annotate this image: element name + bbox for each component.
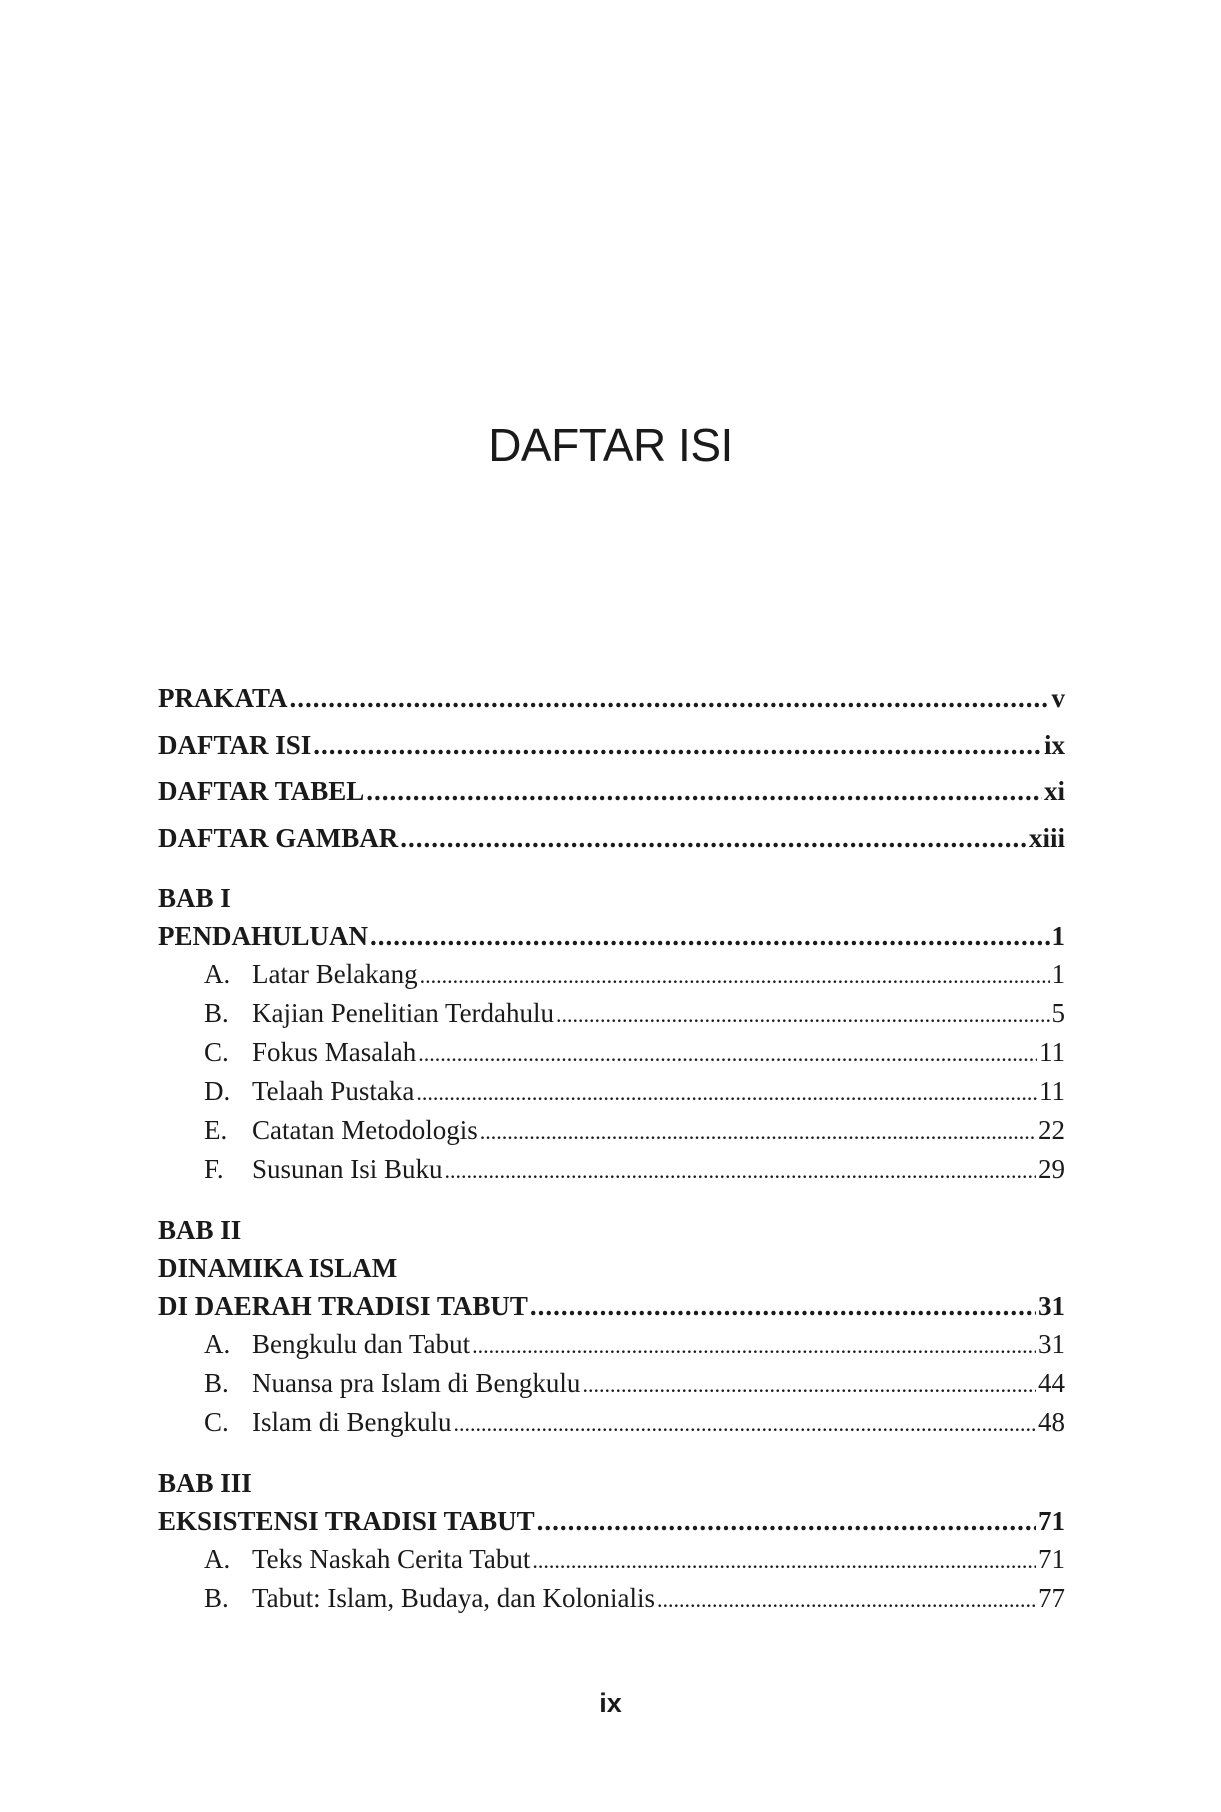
toc-subentry bbox=[158, 1072, 1065, 1111]
toc-subentry bbox=[158, 1364, 1065, 1403]
toc-subentry bbox=[158, 1403, 1065, 1442]
leader-dots bbox=[445, 1151, 1036, 1190]
subentry-label: Islam di Bengkulu bbox=[252, 1407, 452, 1437]
subentry-page: 1 bbox=[1051, 959, 1065, 989]
leader-dots bbox=[418, 1034, 1037, 1073]
leader-dots bbox=[453, 1404, 1036, 1443]
chapter-title: DI DAERAH TRADISI TABUT bbox=[158, 1291, 528, 1321]
leader-dots bbox=[400, 815, 1027, 862]
toc-entry-daftar-tabel bbox=[158, 768, 1065, 815]
chapter-number-bab-1: BAB I bbox=[158, 883, 231, 913]
subentry-letter: B. bbox=[204, 1368, 229, 1398]
leader-dots bbox=[366, 768, 1042, 815]
chapter-number-bab-3: BAB III bbox=[158, 1468, 252, 1498]
chapter-title: PENDAHULUAN bbox=[158, 921, 369, 951]
leader-dots bbox=[370, 917, 1049, 955]
toc-entry-daftar-gambar bbox=[158, 815, 1065, 862]
chapter-title-pendahuluan bbox=[158, 917, 1065, 955]
subentry-label: Latar Belakang bbox=[252, 959, 418, 989]
subentry-page: 71 bbox=[1038, 1544, 1065, 1574]
subentry-letter: E. bbox=[204, 1115, 228, 1145]
subentry-label: Teks Naskah Cerita Tabut bbox=[252, 1544, 531, 1574]
leader-dots bbox=[480, 1112, 1036, 1151]
subentry-letter: A. bbox=[204, 1544, 231, 1574]
leader-dots bbox=[290, 675, 1050, 722]
leader-dots bbox=[556, 995, 1049, 1034]
toc-subentry bbox=[158, 1150, 1065, 1189]
chapter-number-bab-2: BAB II bbox=[158, 1215, 242, 1245]
chapter-page: 71 bbox=[1038, 1506, 1065, 1536]
toc-subentry bbox=[158, 1033, 1065, 1072]
chapter-page: 1 bbox=[1051, 921, 1065, 951]
table-of-contents bbox=[158, 675, 1065, 1618]
leader-dots bbox=[530, 1287, 1036, 1325]
leader-dots bbox=[472, 1326, 1036, 1365]
leader-dots bbox=[416, 1073, 1037, 1112]
subentry-letter: F. bbox=[204, 1154, 224, 1184]
toc-subentry bbox=[158, 1540, 1065, 1579]
subentry-label: Tabut: Islam, Budaya, dan Kolonialis bbox=[252, 1583, 656, 1613]
chapter-page: 31 bbox=[1038, 1291, 1065, 1321]
leader-dots bbox=[582, 1365, 1036, 1404]
subentry-page: 48 bbox=[1038, 1407, 1065, 1437]
chapter-title-dinamika-islam bbox=[158, 1287, 1065, 1325]
subentry-page: 11 bbox=[1039, 1037, 1065, 1067]
subentry-letter: B. bbox=[204, 998, 229, 1028]
subentry-label: Fokus Masalah bbox=[252, 1037, 417, 1067]
chapter-title: EKSISTENSI TRADISI TABUT bbox=[158, 1506, 535, 1536]
toc-entry-label: PRAKATA bbox=[158, 683, 288, 713]
subentry-letter: B. bbox=[204, 1583, 229, 1613]
toc-subentry bbox=[158, 1111, 1065, 1150]
leader-dots bbox=[420, 956, 1050, 995]
subentry-label: Kajian Penelitian Terdahulu bbox=[252, 998, 555, 1028]
toc-subentry bbox=[158, 994, 1065, 1033]
subentry-page: 29 bbox=[1038, 1154, 1065, 1184]
subentry-letter: D. bbox=[204, 1076, 231, 1106]
subentry-label: Nuansa pra Islam di Bengkulu bbox=[252, 1368, 581, 1398]
toc-entry-page: xi bbox=[1043, 776, 1065, 806]
page-title: DAFTAR ISI bbox=[488, 419, 733, 471]
subentry-label: Susunan Isi Buku bbox=[252, 1154, 443, 1184]
subentry-label: Bengkulu dan Tabut bbox=[252, 1329, 471, 1359]
toc-entry-label: DAFTAR GAMBAR bbox=[158, 822, 399, 853]
leader-dots bbox=[657, 1580, 1036, 1619]
chapter-title-eksistensi bbox=[158, 1502, 1065, 1540]
leader-dots bbox=[537, 1502, 1036, 1540]
chapter-title-line-1: DINAMIKA ISLAM bbox=[158, 1253, 398, 1283]
page-number: ix bbox=[599, 1688, 622, 1718]
toc-entry-label: DAFTAR TABEL bbox=[158, 776, 365, 806]
subentry-page: 22 bbox=[1038, 1115, 1065, 1145]
subentry-letter: A. bbox=[204, 959, 231, 989]
subentry-page: 31 bbox=[1038, 1329, 1065, 1359]
toc-subentry bbox=[158, 1579, 1065, 1618]
leader-dots bbox=[313, 722, 1042, 769]
subentry-page: 5 bbox=[1051, 998, 1065, 1028]
toc-entry-page: xiii bbox=[1028, 822, 1065, 853]
subentry-letter: A. bbox=[204, 1329, 231, 1359]
leader-dots bbox=[532, 1541, 1036, 1580]
toc-entry-label: DAFTAR ISI bbox=[158, 729, 312, 760]
toc-entry-prakata bbox=[158, 675, 1065, 722]
toc-entry-daftar-isi bbox=[158, 722, 1065, 769]
subentry-label: Telaah Pustaka bbox=[252, 1076, 415, 1106]
toc-entry-page: v bbox=[1051, 683, 1065, 713]
subentry-page: 44 bbox=[1038, 1368, 1065, 1398]
subentry-page: 11 bbox=[1039, 1076, 1065, 1106]
toc-subentry bbox=[158, 955, 1065, 994]
subentry-page: 77 bbox=[1038, 1583, 1065, 1613]
toc-entry-page: ix bbox=[1043, 729, 1065, 760]
subentry-letter: C. bbox=[204, 1407, 229, 1437]
subentry-label: Catatan Metodologis bbox=[252, 1115, 478, 1145]
subentry-letter: C. bbox=[204, 1037, 229, 1067]
toc-subentry bbox=[158, 1325, 1065, 1364]
